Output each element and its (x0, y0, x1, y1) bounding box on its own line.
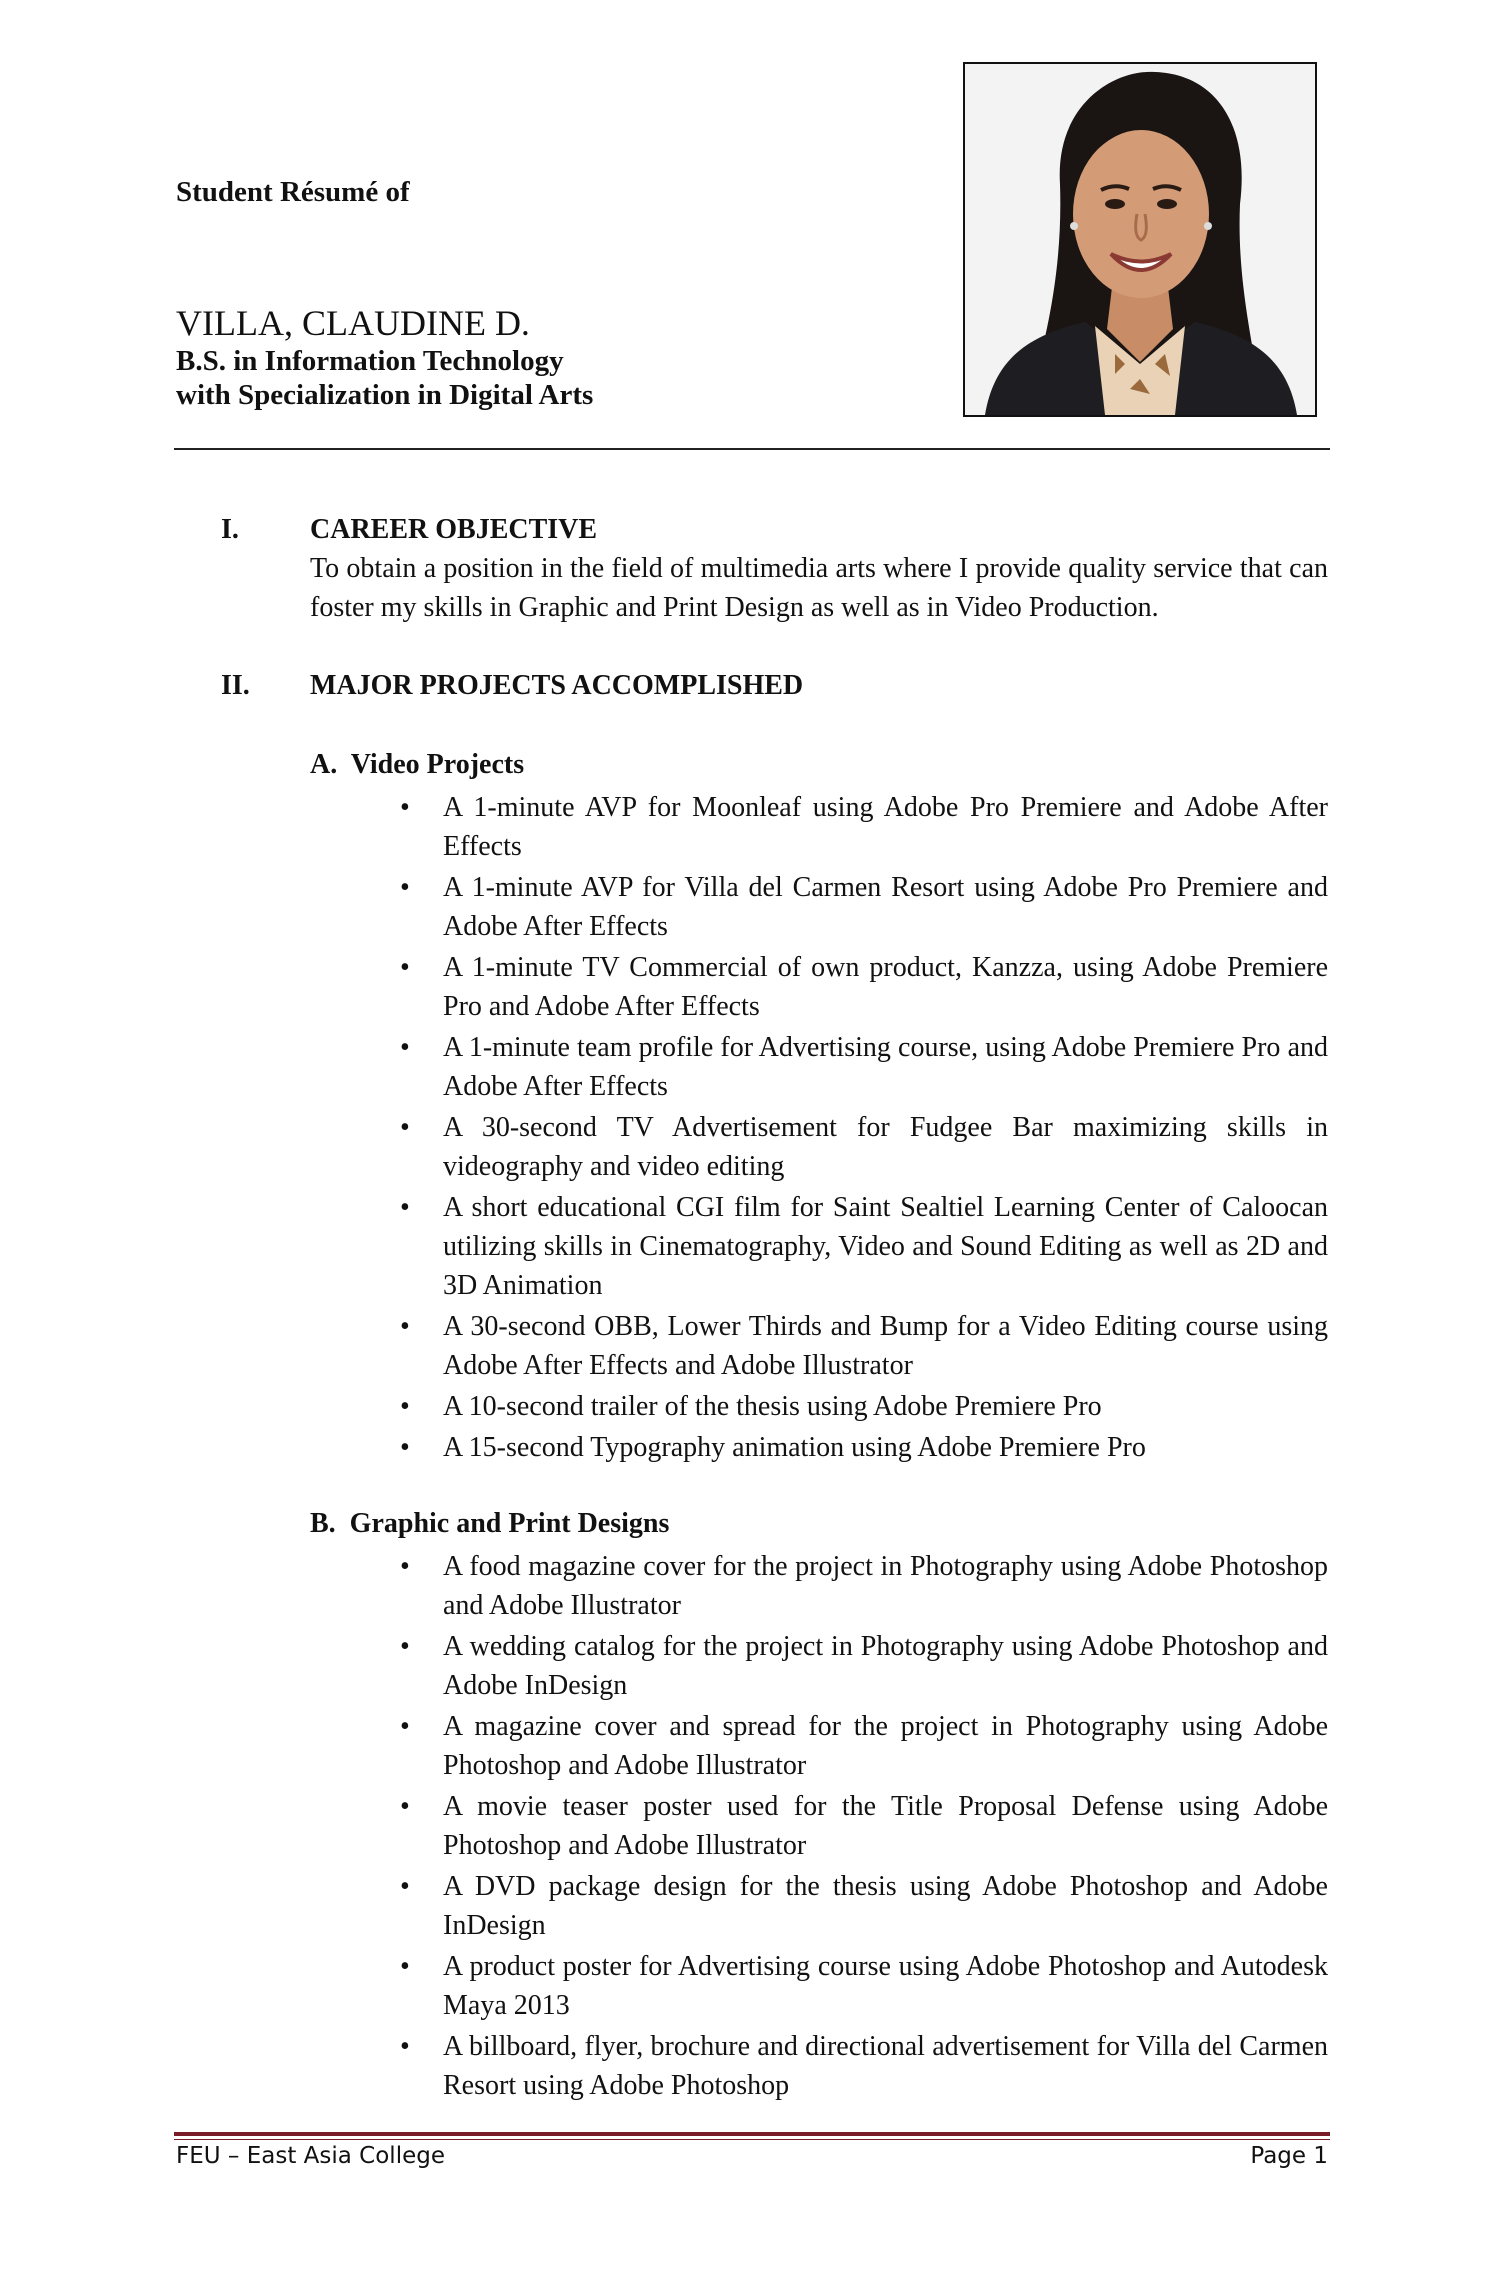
graphic-print-list (400, 1547, 1328, 2107)
subsection-title-video-projects: A. Video Projects (310, 749, 525, 780)
bullet-icon: • (400, 1791, 410, 1822)
bullet-icon: • (400, 1192, 410, 1223)
list-item (400, 1387, 1328, 1426)
bullet-icon: • (400, 1551, 410, 1582)
bullet-icon: • (400, 952, 410, 983)
degree-line-1: B.S. in Information Technology (176, 345, 564, 377)
section-title-career-objective: CAREER OBJECTIVE (310, 514, 598, 545)
list-item (400, 788, 1328, 866)
portrait-illustration (965, 64, 1315, 415)
list-item (400, 2027, 1328, 2105)
list-item-text: A billboard, flyer, brochure and directional advertisement for Villa del Carmen Resort using Adobe Photoshop (443, 2031, 1328, 2101)
list-item (400, 1947, 1328, 2025)
subsection-title-graphic-print: B. Graphic and Print Designs (310, 1508, 670, 1539)
bullet-icon: • (400, 1311, 410, 1342)
list-item (400, 1627, 1328, 1705)
section-title-major-projects: MAJOR PROJECTS ACCOMPLISHED (310, 670, 804, 701)
list-item-text: A food magazine cover for the project in Photography using Adobe Photoshop and Adobe Illustrator (443, 1551, 1328, 1621)
footer-page-number: Page 1 (1250, 2143, 1328, 2169)
bullet-icon: • (400, 1951, 410, 1982)
list-item (400, 1428, 1328, 1467)
bullet-icon: • (400, 1871, 410, 1902)
list-item-text: A 1-minute AVP for Moonleaf using Adobe Pro Premiere and Adobe After Effects (443, 792, 1328, 862)
list-item-text: A 30-second OBB, Lower Thirds and Bump for a Video Editing course using Adobe After Effects and Adobe Illustrator (443, 1311, 1328, 1381)
bullet-icon: • (400, 792, 410, 823)
list-item (400, 1108, 1328, 1186)
list-item (400, 948, 1328, 1026)
resume-label: Student Résumé of (176, 176, 410, 208)
section-number-1: I. (221, 514, 239, 545)
list-item (400, 868, 1328, 946)
list-item (400, 1787, 1328, 1865)
list-item (400, 1547, 1328, 1625)
list-item-text: A short educational CGI film for Saint Sealtiel Learning Center of Caloocan utilizing skills in Cinematography, Video and Sound Editing as well as 2D and 3D Animation (443, 1192, 1328, 1301)
degree (176, 344, 593, 412)
list-item-text: A movie teaser poster used for the Title Proposal Defense using Adobe Photoshop and Adobe Illustrator (443, 1791, 1328, 1861)
bullet-icon: • (400, 1631, 410, 1662)
list-item-text: A product poster for Advertising course using Adobe Photoshop and Autodesk Maya 2013 (443, 1951, 1328, 2021)
bullet-icon: • (400, 1032, 410, 1063)
bullet-icon: • (400, 1432, 410, 1463)
footer-divider-thick (174, 2132, 1330, 2136)
list-item (400, 1307, 1328, 1385)
list-item (400, 1867, 1328, 1945)
footer-divider-thin (174, 2139, 1330, 2140)
bullet-icon: • (400, 1391, 410, 1422)
list-item (400, 1188, 1328, 1305)
list-item-text: A 1-minute AVP for Villa del Carmen Resort using Adobe Pro Premiere and Adobe After Effects (443, 872, 1328, 942)
list-item-text: A 15-second Typography animation using Adobe Premiere Pro (443, 1432, 1146, 1463)
footer-college: FEU – East Asia College (176, 2143, 445, 2169)
student-name: VILLA, CLAUDINE D. (176, 303, 530, 343)
list-item-text: A 30-second TV Advertisement for Fudgee Bar maximizing skills in videography and video editing (443, 1112, 1328, 1182)
bullet-icon: • (400, 1112, 410, 1143)
video-projects-list (400, 788, 1328, 1469)
list-item-text: A magazine cover and spread for the project in Photography using Adobe Photoshop and Adobe Illustrator (443, 1711, 1328, 1781)
portrait-photo (963, 62, 1317, 417)
list-item (400, 1028, 1328, 1106)
career-objective-text: To obtain a position in the field of multimedia arts where I provide quality service that can foster my skills in Graphic and Print Design as well as in Video Production. (310, 553, 1328, 623)
degree-line-2: with Specialization in Digital Arts (176, 379, 594, 411)
list-item-text: A wedding catalog for the project in Photography using Adobe Photoshop and Adobe InDesign (443, 1631, 1328, 1701)
header-divider (174, 448, 1330, 450)
bullet-icon: • (400, 1711, 410, 1742)
bullet-icon: • (400, 872, 410, 903)
list-item-text: A 1-minute TV Commercial of own product, Kanzza, using Adobe Premiere Pro and Adobe After Effects (443, 952, 1328, 1022)
bullet-icon: • (400, 2031, 410, 2062)
section-number-2: II. (221, 670, 250, 701)
list-item (400, 1707, 1328, 1785)
list-item-text: A 1-minute team profile for Advertising course, using Adobe Premiere Pro and Adobe After Effects (443, 1032, 1328, 1102)
list-item-text: A DVD package design for the thesis using Adobe Photoshop and Adobe InDesign (443, 1871, 1328, 1941)
list-item-text: A 10-second trailer of the thesis using Adobe Premiere Pro (443, 1391, 1102, 1422)
